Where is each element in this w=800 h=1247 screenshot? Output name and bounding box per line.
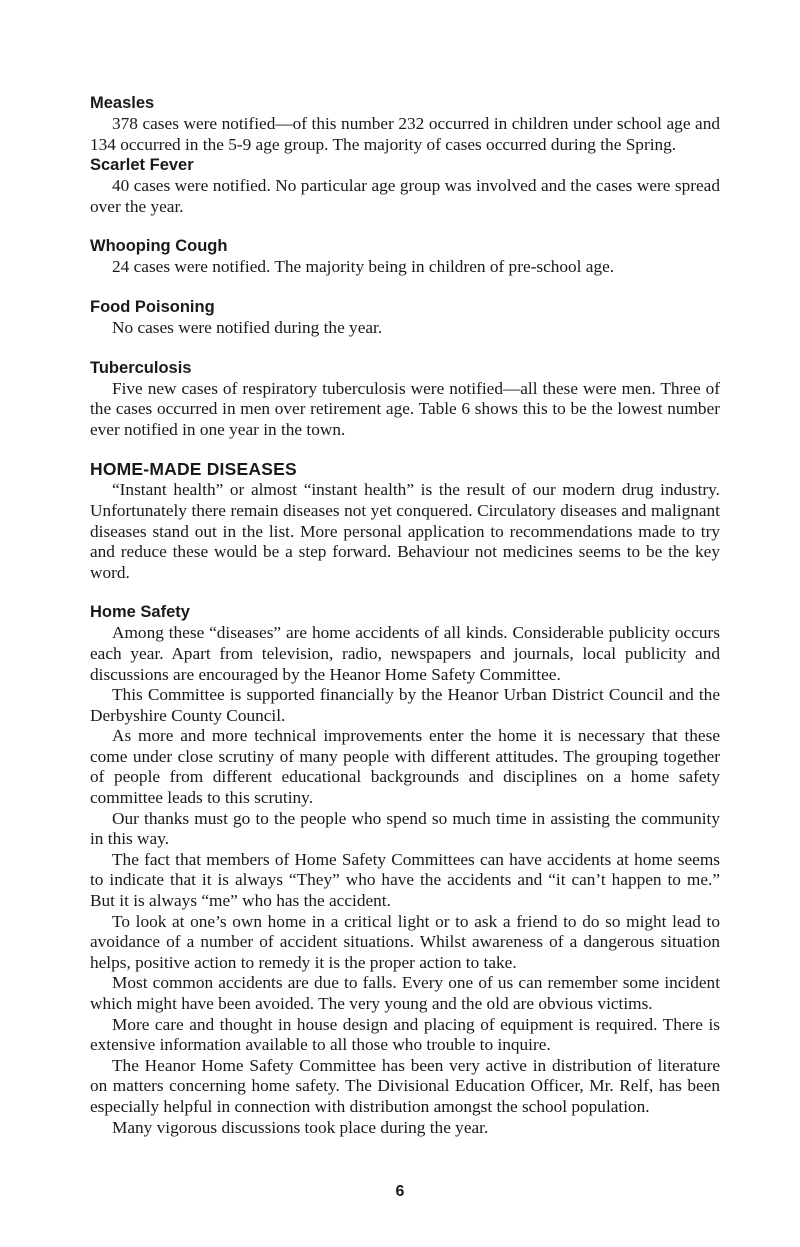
paragraph: No cases were notified during the year. xyxy=(112,317,383,337)
section-scarlet-fever xyxy=(90,155,720,217)
paragraph: More care and thought in house design and placing of equipment is required. There is extensive information available to all those who trouble to inquire. xyxy=(90,1014,720,1055)
paragraph: 24 cases were notified. The majority being in children of pre-school age. xyxy=(112,257,615,277)
paragraph: The Heanor Home Safety Committee has been very active in distribution of literature on matters concerning home safety. The Divisional Education Officer, Mr. Relf, has been especially helpful in connection with distribution amongst the school population. xyxy=(90,1055,720,1116)
paragraph: “Instant health” or almost “instant health” is the result of our modern drug industry. Unfortunately there remain diseases not yet conquered. Circulatory diseases and malignant diseases stand out in the list. More personal application to recommendations made to try and reduce these would be a step forward. Behaviour not medicines seems to be the key word. xyxy=(90,480,720,582)
spacer xyxy=(90,217,720,236)
paragraph: As more and more technical improvements enter the home it is necessary that these come under close scrutiny of many people with different attitudes. The grouping together of people from different educational backgrounds and disciplines on a home safety committee leads to this scrutiny. xyxy=(90,726,720,808)
section-heading-home-made-diseases: HOME-MADE DISEASES xyxy=(90,459,297,480)
section-heading-tuberculosis: Tuberculosis xyxy=(90,358,192,377)
paragraph: Most common accidents are due to falls. Every one of us can remember some incident which might have been avoided. The very young and the old are obvious victims. xyxy=(90,973,720,1013)
section-tuberculosis xyxy=(90,358,720,441)
spacer xyxy=(90,440,720,459)
spacer xyxy=(90,278,720,297)
paragraph: Five new cases of respiratory tuberculosis were notified—all these were men. Three of the cases occurred in men over retirement age. Table 6 shows this to be the lowest number ever notified in one year in the town. xyxy=(90,378,720,439)
paragraph: The fact that members of Home Safety Committees can have accidents at home seems to indicate that it is always “They” who have the accidents and “it can’t happen to me.” But it is always “me” who has the accident. xyxy=(90,849,720,911)
paragraph: Many vigorous discussions took place during the year. xyxy=(112,1117,489,1137)
paragraph: Our thanks must go to the people who spend so much time in assisting the community in this way. xyxy=(90,808,720,849)
section-home-made-diseases xyxy=(90,459,720,583)
section-heading-scarlet-fever: Scarlet Fever xyxy=(90,156,194,175)
page-number: 6 xyxy=(395,1183,405,1200)
paragraph: This Committee is supported financially by the Heanor Urban District Council and the Derbyshire County Council. xyxy=(90,685,720,725)
section-food-poisoning xyxy=(90,297,720,339)
section-heading-home-safety: Home Safety xyxy=(90,603,190,622)
spacer xyxy=(90,583,720,602)
section-home-safety xyxy=(90,602,720,1138)
section-heading-food-poisoning: Food Poisoning xyxy=(90,297,215,316)
section-heading-whooping-cough: Whooping Cough xyxy=(90,237,228,256)
section-heading-measles: Measles xyxy=(90,94,155,112)
paragraph: 40 cases were notified. No particular age group was involved and the cases were spread over the year. xyxy=(90,176,720,216)
section-measles xyxy=(90,93,720,155)
spacer xyxy=(90,339,720,358)
paragraph: To look at one’s own home in a critical light or to ask a friend to do so might lead to avoidance of a number of accident situations. Whilst awareness of a dangerous situation helps, positive action to remedy it is the proper action to take. xyxy=(90,911,720,972)
paragraph: Among these “diseases” are home accidents of all kinds. Considerable publicity occurs each year. Apart from television, radio, newspapers and journals, local publicity and discussions are encouraged by the Heanor Home Safety Committee. xyxy=(90,623,720,684)
section-whooping-cough xyxy=(90,236,720,278)
paragraph: 378 cases were notified—of this number 232 occurred in children under school age and 134 occurred in the 5-9 age group. The majority of cases occurred during the Spring. xyxy=(90,114,720,154)
document-page xyxy=(90,93,720,1138)
